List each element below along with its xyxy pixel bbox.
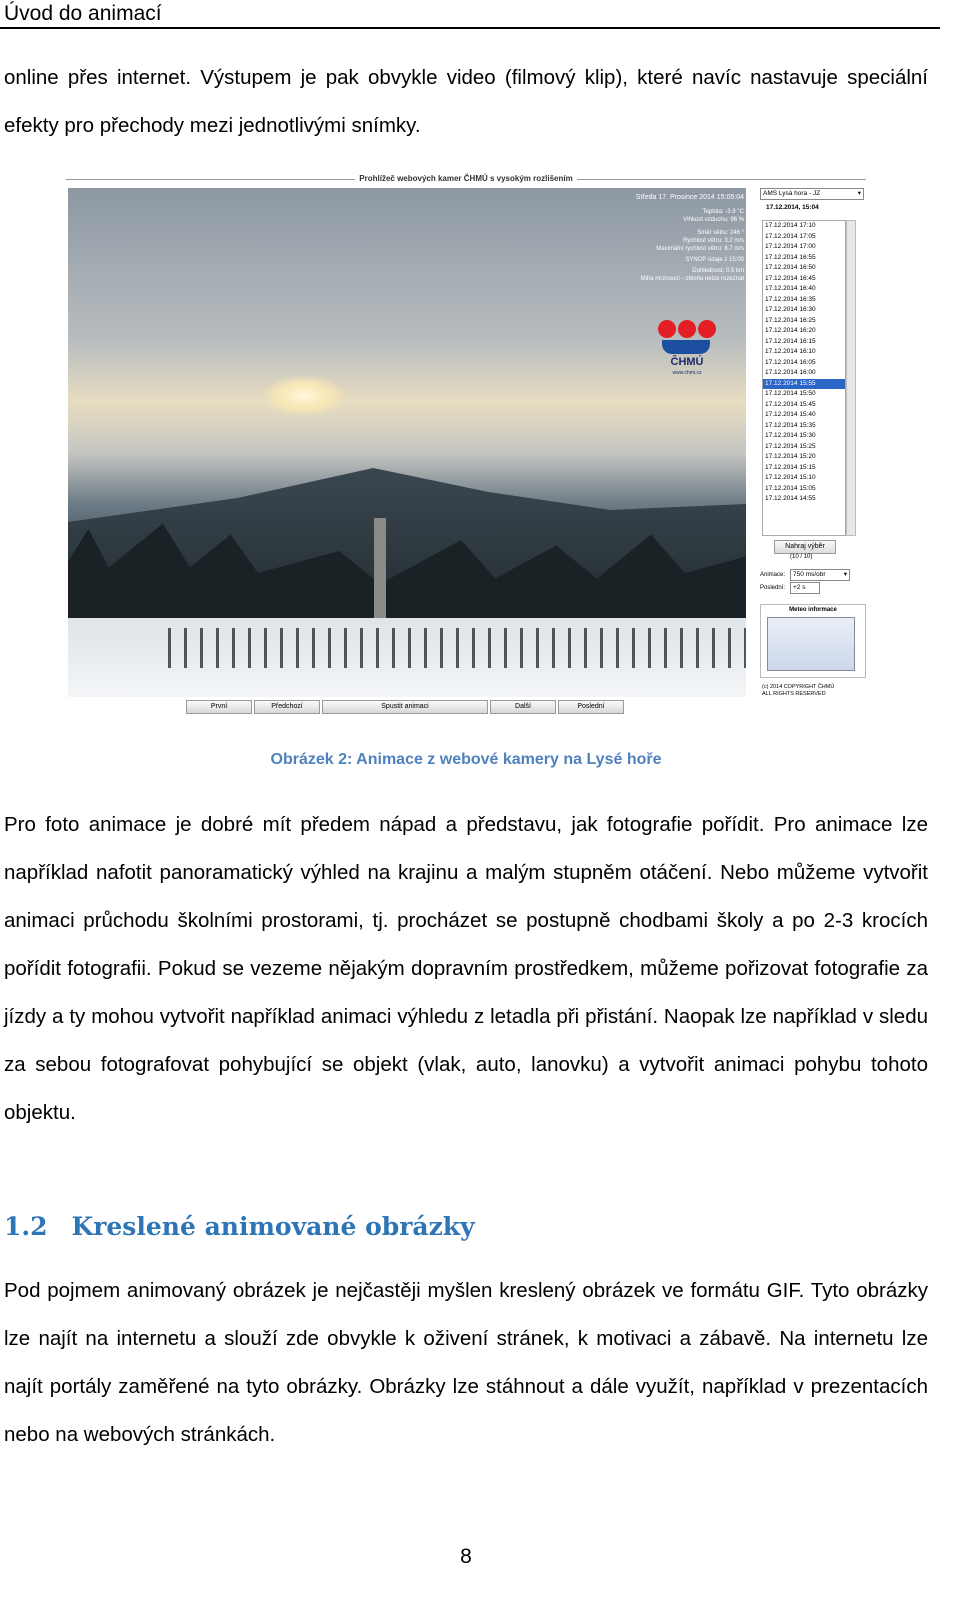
timestamp-item[interactable]: 17.12.2014 15:30: [765, 432, 816, 439]
timestamp-item[interactable]: 17.12.2014 15:05: [765, 484, 816, 492]
timestamp-item[interactable]: 17.12.2014 16:30: [765, 306, 816, 313]
overlay-line: Rychlost větru: 3.2 m/s: [682, 238, 744, 244]
next-button[interactable]: Další: [490, 700, 556, 714]
animation-speed-select[interactable]: 750 ms/obr ▾: [790, 569, 850, 581]
play-animation-button[interactable]: Spustit animaci: [322, 700, 488, 714]
overlay-date: Středa 17. Prosince 2014 15:05:04: [635, 194, 744, 201]
timestamp-item[interactable]: 17.12.2014 16:25: [765, 316, 816, 324]
load-selection-button[interactable]: Nahraj výběr: [774, 540, 836, 554]
paragraph-intro: online přes internet. Výstupem je pak obvykle video (filmový klip), které navíc nastavuje speciální efekty pro přechody mezi jednotlivými snímky.: [4, 66, 928, 137]
section-title: Kreslené animované obrázky: [71, 1212, 475, 1241]
header-rule: [0, 27, 940, 29]
timestamp-item[interactable]: 17.12.2014 15:15: [765, 463, 816, 471]
list-date: 17.12.2014, 15:04: [766, 204, 819, 211]
fence: [168, 628, 746, 668]
timestamp-item[interactable]: 17.12.2014 17:10: [765, 222, 816, 229]
list-scrollbar[interactable]: [846, 220, 856, 536]
timestamp-item[interactable]: 17.12.2014 16:45: [765, 274, 816, 282]
timestamp-item[interactable]: 17.12.2014 15:55: [763, 379, 845, 390]
timestamp-item[interactable]: 17.12.2014 15:20: [765, 453, 816, 460]
timestamp-item[interactable]: 17.12.2014 15:50: [765, 390, 816, 397]
overlay-line: Dohlednost: 0.5 km: [692, 268, 744, 274]
timestamp-item[interactable]: 17.12.2014 16:55: [765, 253, 816, 261]
overlay-line: Vlhkost vzduchu: 96 %: [683, 217, 744, 223]
overlay-line: Směr větru: 246 °: [697, 230, 744, 236]
timestamp-item[interactable]: 17.12.2014 15:35: [765, 421, 816, 429]
overlay-line: Maximální rychlost větru: 8.7 m/s: [656, 246, 744, 252]
timestamp-item[interactable]: 17.12.2014 15:40: [765, 411, 816, 418]
header-title: Úvod do animací: [4, 2, 162, 25]
animation-label: Animace:: [760, 572, 786, 578]
timestamp-item[interactable]: 17.12.2014 17:05: [765, 232, 816, 240]
meteo-panel[interactable]: [760, 604, 866, 678]
timestamp-item[interactable]: 17.12.2014 16:10: [765, 348, 816, 355]
timestamp-item[interactable]: 17.12.2014 17:00: [765, 243, 816, 250]
timestamp-item[interactable]: 17.12.2014 16:40: [765, 285, 816, 292]
timestamp-item[interactable]: 17.12.2014 16:05: [765, 358, 816, 366]
weather-overlay: [604, 194, 744, 283]
overlay-line: SYNOP údaje z 15:00: [685, 257, 744, 263]
section-number: 1.2: [4, 1212, 48, 1241]
paragraph-gif: Pod pojmem animovaný obrázek je nejčastěji myšlen kreslený obrázek ve formátu GIF. Tyto obrázky lze najít na internetu a slouží zde obvykle k oživení stránek, k motivaci a zábavě. Na internetu lze najít portály zaměřené na tyto obrázky. Obrázky lze stáhnout a dále využít, například v prezentacích nebo na webových stránkách.: [4, 1279, 928, 1446]
navigation-buttons: [186, 700, 626, 714]
timestamp-item[interactable]: 17.12.2014 16:15: [765, 337, 816, 345]
webcam-sidebar: [760, 188, 864, 697]
overlay-line: Mlha mrznoucí - oblohu nelze rozeznat: [640, 276, 744, 282]
figure-webcam-viewer: [66, 174, 866, 720]
timestamp-item[interactable]: 17.12.2014 16:00: [765, 369, 816, 376]
overlay-line: Teplota: -3.9 °C: [702, 209, 744, 215]
webcam-photo: [68, 188, 746, 697]
timestamp-item[interactable]: 17.12.2014 15:45: [765, 400, 816, 408]
meteo-graph: [767, 617, 855, 671]
paragraph-photo-animation: Pro foto animace je dobré mít předem nápad a představu, jak fotografie pořídit. Pro animace lze například nafotit panoramatický výhled na krajinu a malým stupněm otáčení. Nebo můžeme vytvořit animaci průchodu školními prostorami, tj. procházet se postupně chodbami školy a po 2-3 krocích pořídit fotografii. Pokud se vezeme nějakým dopravním prostředkem, můžeme pořizovat fotografie za jízdy a ty mohou vytvořit například animaci výhledu z letadla při přistání. Naopak lze například v sledu za sebou fotografovat pohybující se objekt (vlak, auto, lanovku) a vytvořit animaci pohybu tohoto objektu.: [4, 813, 928, 1124]
page-number: 8: [460, 1545, 472, 1568]
load-count: (10 / 10): [790, 554, 813, 560]
logo-web: www.chmi.cz: [672, 370, 702, 376]
timestamp-item[interactable]: 17.12.2014 14:55: [765, 495, 816, 502]
sun: [264, 376, 344, 416]
timestamp-list[interactable]: [762, 220, 846, 536]
station-select[interactable]: AMS Lysá hora - JZ ▾: [760, 188, 864, 200]
figure-title: Prohlížeč webových kamer ČHMÚ s vysokým rozlišením: [66, 174, 866, 183]
timestamp-item[interactable]: 17.12.2014 16:35: [765, 295, 816, 303]
previous-button[interactable]: Předchozí: [254, 700, 320, 714]
logo-name: ČHMÚ: [670, 356, 704, 368]
copyright: (c) 2014 COPYRIGHT ČHMÚ ALL RIGHTS RESERVED: [762, 684, 835, 697]
last-label: Poslední:: [760, 585, 786, 591]
last-button[interactable]: Poslední: [558, 700, 624, 714]
timestamp-item[interactable]: 17.12.2014 16:50: [765, 264, 816, 271]
meteo-title: Meteo informace: [789, 607, 837, 613]
timestamp-item[interactable]: 17.12.2014 15:25: [765, 442, 816, 450]
figure-caption: Obrázek 2: Animace z webové kamery na Lysé hoře: [270, 751, 662, 768]
timestamp-item[interactable]: 17.12.2014 15:10: [765, 474, 816, 481]
last-select[interactable]: +2 s: [790, 582, 820, 594]
section-heading: [4, 1212, 475, 1241]
first-button[interactable]: První: [186, 700, 252, 714]
timestamp-item[interactable]: 17.12.2014 16:20: [765, 327, 816, 334]
chmu-logo: [658, 320, 714, 380]
tower: [374, 518, 386, 628]
